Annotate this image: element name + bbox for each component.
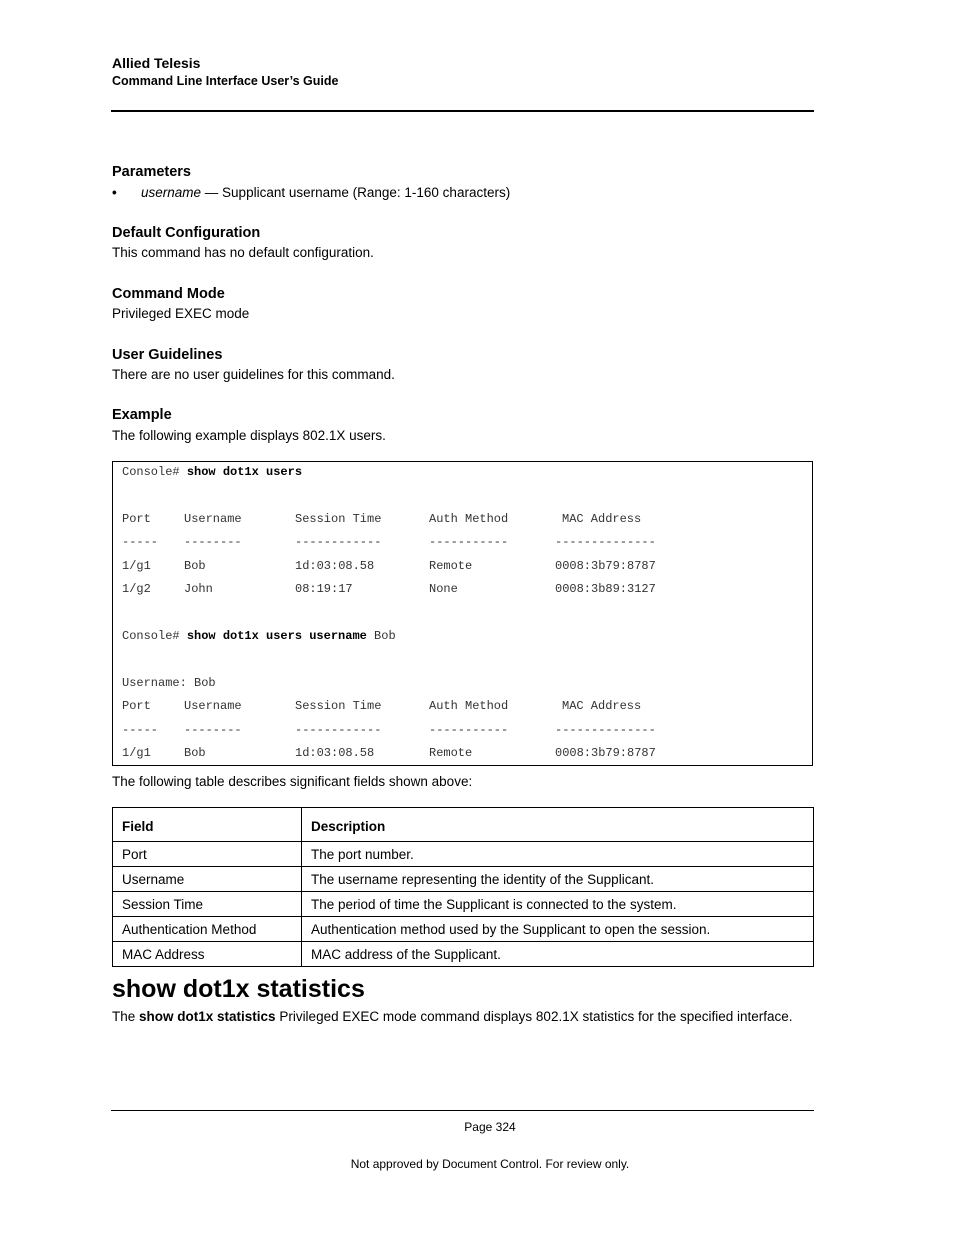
command-argument: Bob [366, 629, 396, 643]
company-name: Allied Telesis [112, 55, 201, 71]
review-notice: Not approved by Document Control. For review only. [350, 1157, 630, 1171]
field-name: Session Time [113, 892, 302, 917]
section-title: show dot1x statistics [112, 975, 365, 1003]
page-number: Page 324 [464, 1120, 516, 1134]
example-heading: Example [112, 407, 172, 423]
col-session-time: Session Time [295, 512, 382, 526]
col-port: Port [122, 512, 151, 526]
dash-username: -------- [184, 723, 242, 737]
field-name: Username [113, 867, 302, 892]
section-intro [112, 1009, 793, 1024]
parameter-description: — Supplicant username (Range: 1-160 characters) [201, 185, 511, 200]
cell-session-time: 1d:03:08.58 [295, 559, 375, 573]
default-config-text: This command has no default configuration. [112, 245, 374, 260]
fields-intro: The following table describes significant fields shown above: [112, 774, 473, 789]
command-mode-text: Privileged EXEC mode [112, 306, 250, 321]
col-auth-method: Auth Method [429, 699, 509, 713]
console-command-2 [122, 629, 396, 643]
field-name: MAC Address [113, 942, 302, 967]
col-mac-address: MAC Address [562, 512, 642, 526]
cell-mac-address: 0008:3b79:8787 [555, 746, 656, 760]
col-mac-address: MAC Address [562, 699, 642, 713]
table-row [113, 867, 814, 892]
cell-mac-address: 0008:3b89:3127 [555, 582, 656, 596]
parameter-item [112, 185, 510, 200]
example-text: The following example displays 802.1X users. [112, 428, 386, 443]
username-line: Username: Bob [122, 676, 216, 690]
guide-title: Command Line Interface User’s Guide [112, 74, 339, 88]
fields-table [112, 807, 814, 967]
dash-mac-address: -------------- [555, 535, 656, 549]
cell-auth-method: Remote [429, 746, 473, 760]
table-row [113, 942, 814, 967]
table-row [113, 892, 814, 917]
console-prompt: Console# [122, 465, 187, 479]
command-mode-heading: Command Mode [112, 286, 225, 302]
cell-username: Bob [184, 559, 206, 573]
table-row [113, 917, 814, 942]
table-header-row [113, 808, 814, 842]
console-prompt: Console# [122, 629, 187, 643]
cell-port: 1/g1 [122, 559, 151, 573]
cell-session-time: 1d:03:08.58 [295, 746, 375, 760]
field-description: Authentication method used by the Supplicant to open the session. [302, 917, 814, 942]
field-name: Authentication Method [113, 917, 302, 942]
cell-mac-address: 0008:3b79:8787 [555, 559, 656, 573]
dash-session-time: ------------ [295, 535, 382, 549]
field-description: The port number. [302, 842, 814, 867]
dash-port: ----- [122, 535, 159, 549]
cell-port: 1/g1 [122, 746, 151, 760]
intro-suffix: Privileged EXEC mode command displays 802.1X statistics for the specified interface. [275, 1009, 793, 1024]
cell-auth-method: Remote [429, 559, 473, 573]
cell-auth-method: None [429, 582, 458, 596]
footer-rule [111, 1110, 814, 1111]
command-text: show dot1x users username [186, 629, 367, 643]
col-auth-method: Auth Method [429, 512, 509, 526]
field-name: Port [113, 842, 302, 867]
command-text: show dot1x users [186, 465, 303, 479]
dash-session-time: ------------ [295, 723, 382, 737]
dash-port: ----- [122, 723, 159, 737]
dash-auth-method: ----------- [429, 723, 509, 737]
cell-username: John [184, 582, 213, 596]
header-field: Field [113, 808, 302, 842]
col-session-time: Session Time [295, 699, 382, 713]
intro-prefix: The [112, 1009, 140, 1024]
user-guidelines-text: There are no user guidelines for this command. [112, 367, 395, 382]
cell-session-time: 08:19:17 [295, 582, 353, 596]
cell-username: Bob [184, 746, 206, 760]
dash-mac-address: -------------- [555, 723, 656, 737]
header-rule [111, 110, 814, 112]
dash-auth-method: ----------- [429, 535, 509, 549]
parameter-name: username [141, 185, 202, 200]
field-description: The period of time the Supplicant is connected to the system. [302, 892, 814, 917]
table-row [113, 842, 814, 867]
cell-port: 1/g2 [122, 582, 151, 596]
dash-username: -------- [184, 535, 242, 549]
default-config-heading: Default Configuration [112, 225, 261, 241]
col-username: Username [184, 512, 242, 526]
parameters-heading: Parameters [112, 164, 191, 180]
user-guidelines-heading: User Guidelines [112, 347, 223, 363]
console-example [112, 461, 813, 766]
intro-command: show dot1x statistics [139, 1009, 276, 1024]
col-port: Port [122, 699, 151, 713]
header-description: Description [302, 808, 814, 842]
field-description: The username representing the identity of the Supplicant. [302, 867, 814, 892]
col-username: Username [184, 699, 242, 713]
console-command-1 [122, 465, 302, 479]
bullet-icon: • [112, 185, 117, 200]
field-description: MAC address of the Supplicant. [302, 942, 814, 967]
